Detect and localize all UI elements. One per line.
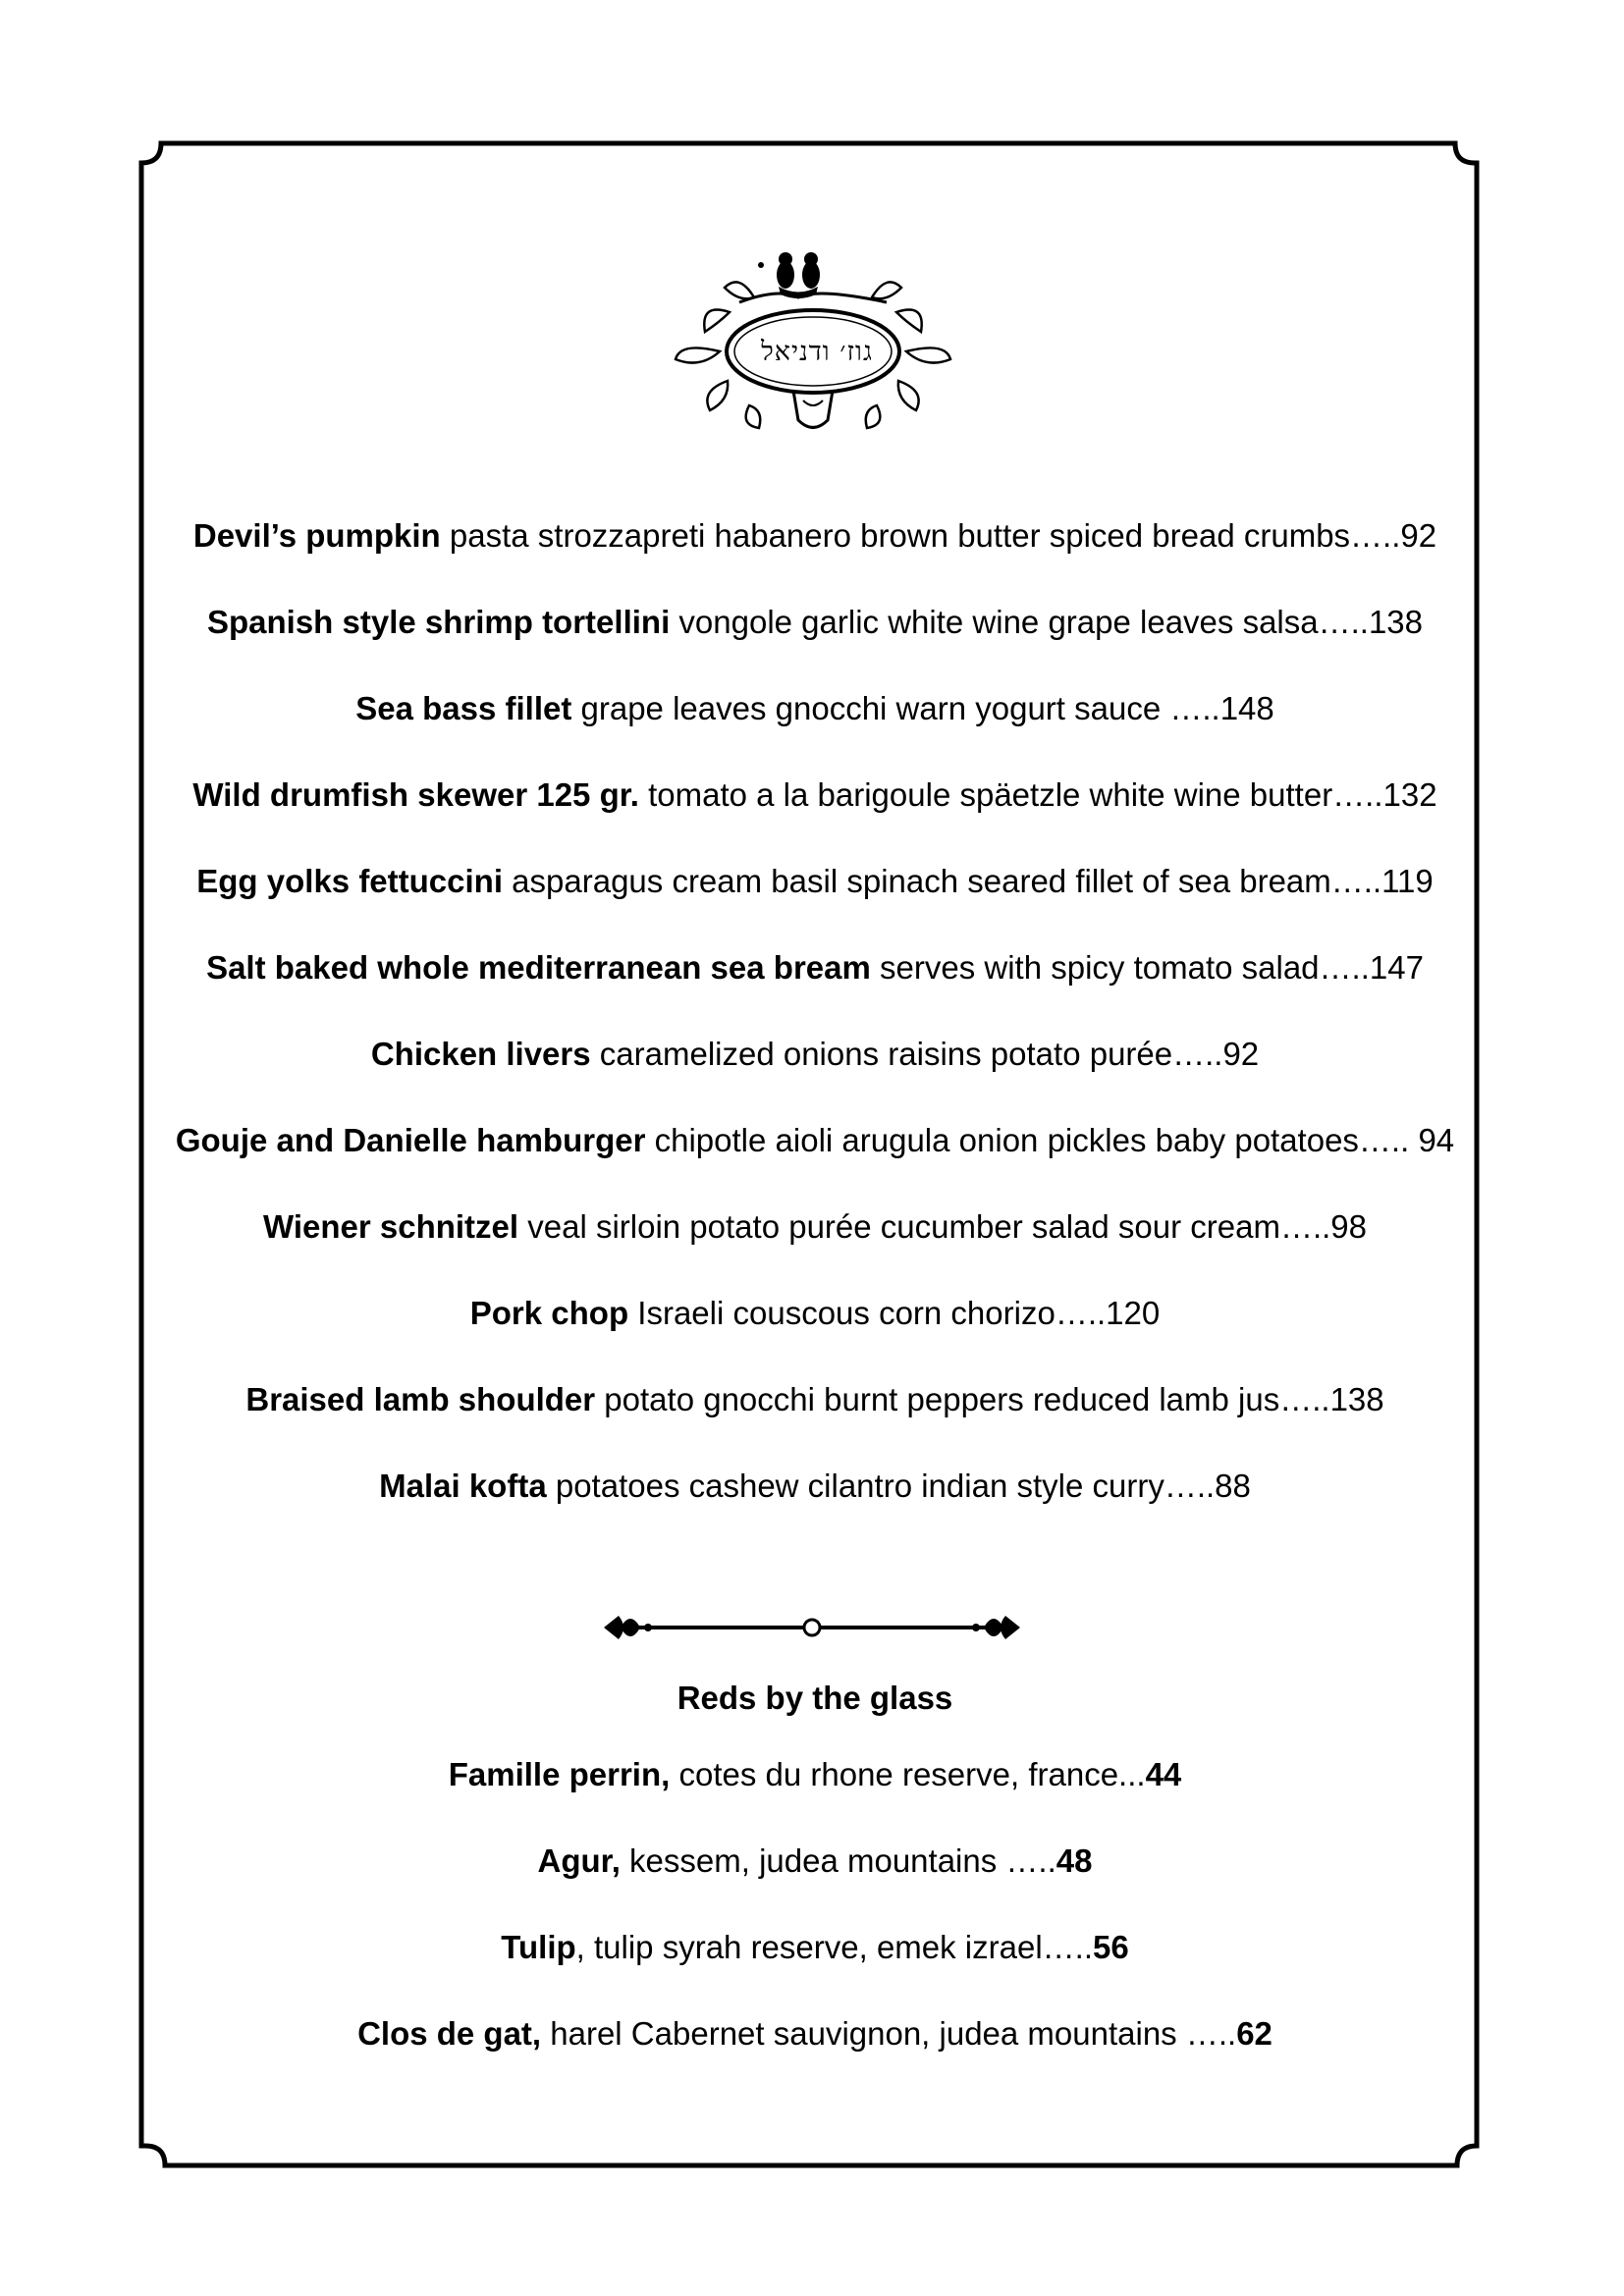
- menu-item: [147, 862, 1483, 901]
- wine-item: [147, 1842, 1483, 1881]
- menu-item: [147, 1121, 1483, 1160]
- dish-name: Wiener schnitzel: [262, 1208, 519, 1245]
- wine-name: Tulip: [501, 1929, 576, 1965]
- wine-name: Clos de gat,: [357, 2015, 542, 2052]
- dish-name: Salt baked whole mediterranean sea bream: [206, 949, 871, 986]
- menu-item: [147, 1035, 1483, 1074]
- dish-description: potatoes cashew cilantro indian style curry…..88: [546, 1468, 1251, 1504]
- wine-name: Agur,: [537, 1842, 621, 1879]
- wine-description: , tulip syrah reserve, emek izrael…..: [575, 1929, 1093, 1965]
- dish-name: Sea bass fillet: [355, 690, 572, 726]
- dish-description: caramelized onions raisins potato purée…..92: [590, 1036, 1260, 1072]
- menu-item: [147, 516, 1483, 556]
- dish-description: vongole garlic white wine grape leaves salsa…..138: [670, 604, 1424, 640]
- logo-text: גוז׳ ודניאל: [761, 337, 873, 367]
- dish-name: Braised lamb shoulder: [245, 1381, 596, 1417]
- dish-description: pasta strozzapreti habanero brown butter spiced bread crumbs…..92: [440, 517, 1437, 554]
- wine-description: cotes du rhone reserve, france...: [670, 1756, 1146, 1792]
- wine-price: 56: [1093, 1929, 1129, 1965]
- dish-name: Chicken livers: [370, 1036, 591, 1072]
- dish-name: Wild drumfish skewer 125 gr.: [192, 776, 639, 813]
- dish-name: Malai kofta: [379, 1468, 547, 1504]
- menu-item: [147, 948, 1483, 988]
- menu-item: [147, 689, 1483, 728]
- wine-description: kessem, judea mountains …..: [620, 1842, 1056, 1879]
- menu-item: [147, 603, 1483, 642]
- menu-item: [147, 775, 1483, 815]
- dish-name: Spanish style shrimp tortellini: [206, 604, 671, 640]
- dish-description: grape leaves gnocchi warn yogurt sauce …..148: [571, 690, 1274, 726]
- menu-item: [147, 1207, 1483, 1247]
- wine-price: 62: [1236, 2015, 1272, 2052]
- dish-description: chipotle aioli arugula onion pickles baby potatoes….. 94: [645, 1122, 1455, 1158]
- dish-description: Israeli couscous corn chorizo…..120: [628, 1295, 1161, 1331]
- wine-price: 48: [1056, 1842, 1093, 1879]
- wine-item: [147, 1928, 1483, 1967]
- dish-description: potato gnocchi burnt peppers reduced lamb jus…..138: [595, 1381, 1384, 1417]
- dish-description: veal sirloin potato purée cucumber salad sour cream…..98: [518, 1208, 1368, 1245]
- dish-description: serves with spicy tomato salad…..147: [870, 949, 1424, 986]
- wine-name: Famille perrin,: [448, 1756, 671, 1792]
- wine-item: [147, 2014, 1483, 2054]
- dish-description: asparagus cream basil spinach seared fillet of sea bream…..119: [503, 863, 1434, 899]
- menu-item: [147, 1467, 1483, 1506]
- wine-item: [147, 1755, 1483, 1794]
- dish-name: Egg yolks fettuccini: [196, 863, 503, 899]
- ornamental-divider: [601, 1598, 1023, 1657]
- menu-item: [147, 1294, 1483, 1333]
- wine-price: 44: [1145, 1756, 1182, 1792]
- menu-item: [147, 1380, 1483, 1419]
- dish-description: tomato a la barigoule späetzle white wine butter…..132: [638, 776, 1437, 813]
- dish-name: Devil’s pumpkin: [192, 517, 441, 554]
- dish-name: Gouje and Danielle hamburger: [175, 1122, 646, 1158]
- wine-description: harel Cabernet sauvignon, judea mountains …..: [541, 2015, 1237, 2052]
- wine-section-heading: Reds by the glass: [677, 1680, 953, 1716]
- dish-name: Pork chop: [469, 1295, 629, 1331]
